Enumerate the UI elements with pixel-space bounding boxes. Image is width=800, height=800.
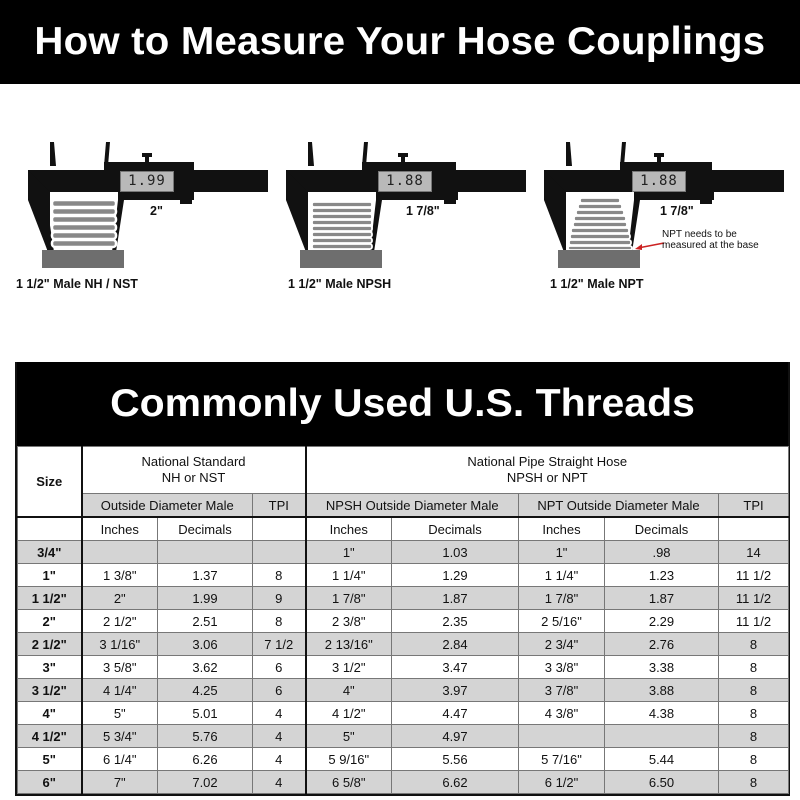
cell-npt-inches: 2 3/4"	[519, 633, 605, 656]
cell-npt-decimals: .98	[605, 541, 719, 564]
cell-size: 4 1/2"	[18, 725, 82, 748]
table-body	[18, 541, 789, 794]
cell-ns-decimals: 5.01	[158, 702, 253, 725]
cell-np-tpi: 8	[719, 702, 789, 725]
cell-npt-decimals	[605, 725, 719, 748]
cell-ns-inches: 2 1/2"	[82, 610, 158, 633]
cell-ns-decimals: 3.62	[158, 656, 253, 679]
units-blank	[253, 517, 306, 541]
units-decimals: Decimals	[158, 517, 253, 541]
cell-ns-tpi: 4	[253, 748, 306, 771]
thread-straight	[52, 200, 116, 247]
cell-ns-inches: 4 1/4"	[82, 679, 158, 702]
units-blank	[18, 517, 82, 541]
cell-ns-inches: 5"	[82, 702, 158, 725]
npt-note-line1: NPT needs to be	[662, 229, 737, 240]
cell-np-tpi: 8	[719, 748, 789, 771]
table-title: Commonly Used U.S. Threads	[110, 382, 695, 425]
caliper-illustration	[278, 140, 538, 300]
diagram-nh-nst	[16, 140, 280, 300]
cell-npsh-decimals: 1.29	[392, 564, 519, 587]
cell-ns-inches: 7"	[82, 771, 158, 794]
cell-ns-tpi: 8	[253, 610, 306, 633]
units-decimals: Decimals	[392, 517, 519, 541]
cell-npsh-decimals: 5.56	[392, 748, 519, 771]
cell-npsh-decimals: 3.97	[392, 679, 519, 702]
cell-npsh-inches: 1 1/4"	[306, 564, 392, 587]
table-row	[18, 771, 789, 794]
cell-npsh-decimals: 4.47	[392, 702, 519, 725]
cell-ns-inches: 2"	[82, 587, 158, 610]
cell-npsh-inches: 2 3/8"	[306, 610, 392, 633]
cell-npt-inches: 1"	[519, 541, 605, 564]
diagram-npt	[536, 140, 796, 300]
table-row	[18, 656, 789, 679]
col-header-size: Size	[18, 447, 82, 518]
cell-ns-inches: 1 3/8"	[82, 564, 158, 587]
cell-np-tpi: 11 1/2	[719, 587, 789, 610]
cell-ns-tpi: 4	[253, 771, 306, 794]
cell-np-tpi: 8	[719, 656, 789, 679]
cell-np-tpi: 14	[719, 541, 789, 564]
cell-np-tpi: 8	[719, 679, 789, 702]
caliper-reading: 1.99	[120, 171, 174, 192]
cell-npt-decimals: 3.38	[605, 656, 719, 679]
table-row	[18, 679, 789, 702]
table-row	[18, 748, 789, 771]
cell-size: 3"	[18, 656, 82, 679]
thread-straight	[312, 202, 372, 249]
cell-npsh-decimals: 4.97	[392, 725, 519, 748]
cell-size: 6"	[18, 771, 82, 794]
cell-np-tpi: 11 1/2	[719, 564, 789, 587]
cell-npsh-inches: 1"	[306, 541, 392, 564]
cell-npsh-inches: 2 13/16"	[306, 633, 392, 656]
cell-npsh-decimals: 2.84	[392, 633, 519, 656]
cell-npsh-decimals: 2.35	[392, 610, 519, 633]
table-title-banner	[17, 362, 788, 446]
cell-size: 2"	[18, 610, 82, 633]
cell-ns-tpi: 6	[253, 656, 306, 679]
measurement-label: 2"	[150, 204, 163, 218]
table-row	[18, 702, 789, 725]
cell-ns-tpi: 7 1/2	[253, 633, 306, 656]
cell-npt-decimals: 1.23	[605, 564, 719, 587]
caliper-reading: 1.88	[378, 171, 432, 192]
group-header-line1: National Pipe Straight Hose	[467, 454, 628, 469]
cell-size: 3/4"	[18, 541, 82, 564]
cell-npsh-inches: 5"	[306, 725, 392, 748]
table-row	[18, 725, 789, 748]
table-row	[18, 587, 789, 610]
npt-note-line2: measured at the base	[662, 240, 759, 251]
cell-np-tpi: 8	[719, 771, 789, 794]
threads-table-container	[15, 362, 790, 796]
cell-npt-decimals: 4.38	[605, 702, 719, 725]
npt-note	[662, 229, 759, 251]
cell-ns-inches: 3 5/8"	[82, 656, 158, 679]
cell-npsh-decimals: 3.47	[392, 656, 519, 679]
title-banner	[0, 0, 800, 84]
cell-npt-inches: 2 5/16"	[519, 610, 605, 633]
cell-size: 2 1/2"	[18, 633, 82, 656]
cell-npsh-inches: 3 1/2"	[306, 656, 392, 679]
cell-ns-decimals: 3.06	[158, 633, 253, 656]
units-blank	[719, 517, 789, 541]
group-header-line2: NPSH or NPT	[506, 470, 588, 485]
cell-ns-inches: 6 1/4"	[82, 748, 158, 771]
thread-tapered	[568, 198, 632, 250]
table-row	[18, 564, 789, 587]
cell-npt-decimals: 3.88	[605, 679, 719, 702]
cell-ns-tpi: 4	[253, 725, 306, 748]
cell-ns-decimals: 1.37	[158, 564, 253, 587]
cell-npt-decimals: 6.50	[605, 771, 719, 794]
cell-npt-inches: 5 7/16"	[519, 748, 605, 771]
measurement-label: 1 7/8"	[660, 204, 694, 218]
table-row	[18, 610, 789, 633]
cell-npt-inches: 3 3/8"	[519, 656, 605, 679]
table-row	[18, 541, 789, 564]
units-decimals: Decimals	[605, 517, 719, 541]
caliper-illustration	[536, 140, 800, 300]
units-inches: Inches	[306, 517, 392, 541]
col-header-ns-od: Outside Diameter Male	[82, 494, 253, 518]
cell-npt-inches	[519, 725, 605, 748]
arrow-icon	[635, 243, 664, 250]
group-header-national-standard	[82, 447, 306, 494]
cell-ns-inches: 3 1/16"	[82, 633, 158, 656]
cell-size: 3 1/2"	[18, 679, 82, 702]
col-header-npt-od: NPT Outside Diameter Male	[519, 494, 719, 518]
col-header-np-tpi: TPI	[719, 494, 789, 518]
cell-ns-decimals: 4.25	[158, 679, 253, 702]
cell-size: 1"	[18, 564, 82, 587]
diagram-caption: 1 1/2" Male NH / NST	[16, 277, 138, 291]
cell-ns-decimals: 5.76	[158, 725, 253, 748]
page-title: How to Measure Your Hose Couplings	[34, 20, 766, 63]
cell-ns-decimals	[158, 541, 253, 564]
cell-ns-decimals: 1.99	[158, 587, 253, 610]
cell-npt-decimals: 2.76	[605, 633, 719, 656]
cell-ns-tpi: 8	[253, 564, 306, 587]
cell-ns-tpi	[253, 541, 306, 564]
units-inches: Inches	[82, 517, 158, 541]
cell-np-tpi: 8	[719, 633, 789, 656]
diagram-npsh	[278, 140, 538, 300]
measurement-label: 1 7/8"	[406, 204, 440, 218]
cell-npsh-decimals: 1.87	[392, 587, 519, 610]
cell-ns-decimals: 2.51	[158, 610, 253, 633]
cell-npt-inches: 1 1/4"	[519, 564, 605, 587]
cell-npsh-inches: 1 7/8"	[306, 587, 392, 610]
caliper-reading: 1.88	[632, 171, 686, 192]
cell-ns-tpi: 4	[253, 702, 306, 725]
cell-size: 5"	[18, 748, 82, 771]
cell-npsh-inches: 4"	[306, 679, 392, 702]
cell-npt-decimals: 5.44	[605, 748, 719, 771]
cell-ns-decimals: 6.26	[158, 748, 253, 771]
cell-npt-inches: 1 7/8"	[519, 587, 605, 610]
col-header-npsh-od: NPSH Outside Diameter Male	[306, 494, 519, 518]
cell-np-tpi: 8	[719, 725, 789, 748]
cell-npsh-inches: 5 9/16"	[306, 748, 392, 771]
cell-size: 1 1/2"	[18, 587, 82, 610]
group-header-line2: NH or NST	[161, 470, 226, 485]
cell-size: 4"	[18, 702, 82, 725]
table-row	[18, 633, 789, 656]
cell-ns-inches: 5 3/4"	[82, 725, 158, 748]
cell-npt-inches: 6 1/2"	[519, 771, 605, 794]
caliper-illustration	[20, 140, 280, 300]
diagram-caption: 1 1/2" Male NPT	[550, 277, 644, 291]
cell-npsh-decimals: 6.62	[392, 771, 519, 794]
cell-npt-inches: 3 7/8"	[519, 679, 605, 702]
cell-npt-decimals: 2.29	[605, 610, 719, 633]
units-inches: Inches	[519, 517, 605, 541]
cell-npsh-inches: 4 1/2"	[306, 702, 392, 725]
cell-ns-decimals: 7.02	[158, 771, 253, 794]
cell-npsh-decimals: 1.03	[392, 541, 519, 564]
cell-npsh-inches: 6 5/8"	[306, 771, 392, 794]
cell-npt-decimals: 1.87	[605, 587, 719, 610]
col-header-ns-tpi: TPI	[253, 494, 306, 518]
threads-table	[17, 446, 789, 794]
cell-npt-inches: 4 3/8"	[519, 702, 605, 725]
cell-ns-tpi: 6	[253, 679, 306, 702]
cell-ns-tpi: 9	[253, 587, 306, 610]
group-header-national-pipe	[306, 447, 789, 494]
diagram-caption: 1 1/2" Male NPSH	[288, 277, 392, 291]
cell-np-tpi: 11 1/2	[719, 610, 789, 633]
group-header-line1: National Standard	[141, 454, 246, 469]
cell-ns-inches	[82, 541, 158, 564]
